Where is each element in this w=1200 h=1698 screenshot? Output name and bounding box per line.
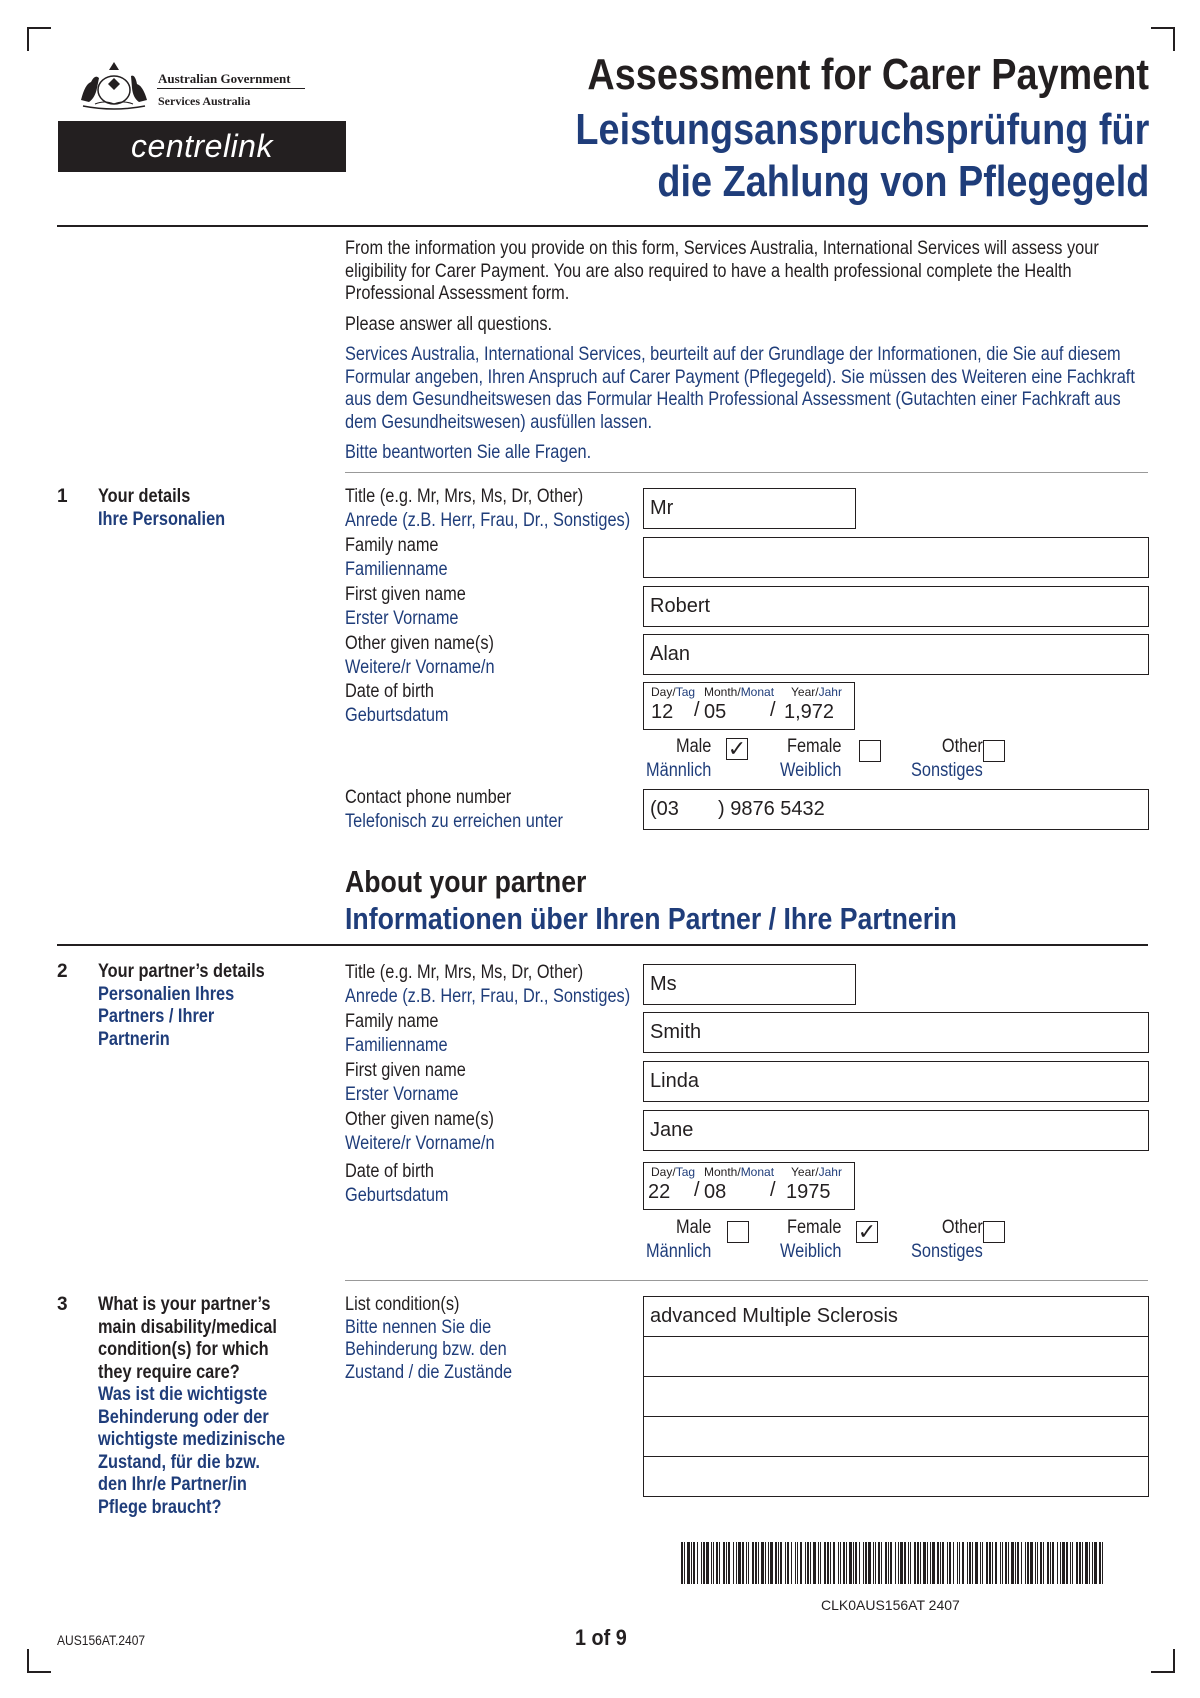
condition-line-1[interactable]: advanced Multiple Sclerosis [643,1296,1149,1337]
gov-name: Australian Government [158,71,291,86]
question-label: What is your partner’s main disability/medical condition(s) for which they require care? Was ist die wichtigste Behinderung oder der wichtigste medizinische Zustand, für die bzw. den Ihr/e Partner/in Pflege braucht? [98,1294,286,1518]
partner-dob-field[interactable]: Day/Tag Month/Monat Year/Jahr 22 / 08 / 1975 [643,1162,855,1210]
question-label-en: Your partner’s details [98,961,265,982]
field-label-dob: Date of birth Geburtsdatum [345,681,449,726]
question-label-en: Your details [98,486,191,507]
question-label [98,486,225,531]
partner-section-heading-de: Informationen über Ihren Partner / Ihre Partnerin [345,901,957,936]
field-label-other-names: Other given name(s) Weitere/r Vorname/n [345,1109,495,1154]
dob-year[interactable]: 1975 [786,1181,831,1203]
dob-year[interactable]: 1,972 [784,701,835,723]
barcode-icon [681,1542,1104,1584]
family-name-field[interactable] [643,537,1149,578]
crop-mark-top-right [1151,27,1175,51]
partner-gender-male-checkbox[interactable] [727,1221,749,1243]
condition-line-5[interactable] [643,1456,1149,1497]
gender-label-male: Male Männlich [646,1217,712,1262]
question-number: 2 [57,961,68,982]
question-number: 3 [57,1294,68,1315]
dob-month[interactable]: 05 [704,701,727,723]
gender-label-other: Other Sonstiges [911,736,983,781]
question-label-de-2: Partners / Ihrer [98,1006,215,1027]
intro-en-paragraph: From the information you provide on this form, Services Australia, International Services will assess your eligibility for Carer Payment. You are also required to have a health professional complete the Health Professional Assessment form. [345,238,1099,304]
header-rule [57,225,1148,227]
phone-field[interactable] [643,789,1149,830]
gender-label-other: Other Sonstiges [911,1217,983,1262]
partner-gender-female-checkbox[interactable]: ✓ [857,1219,877,1244]
crop-mark-bottom-left [27,1649,51,1673]
question-label-de-1: Personalien Ihres [98,983,235,1005]
section-divider-3 [345,1280,1148,1281]
gender-label-female: Female Weiblich [780,736,842,781]
form-code: AUS156AT.2407 [57,1632,146,1648]
gov-divider [157,88,305,89]
field-label-other-names: Other given name(s) Weitere/r Vorname/n [345,633,495,678]
question-number: 1 [57,486,68,507]
crop-mark-bottom-right [1151,1649,1175,1673]
dob-month[interactable]: 08 [704,1181,727,1203]
phone-area-code[interactable]: (03 [650,798,679,820]
intro-en-instruction: Please answer all questions. [345,314,553,335]
field-label-first-name: First given name Erster Vorname [345,584,466,629]
question-label-de: Ihre Personalien [98,508,226,530]
question-label-de-3: Partnerin [98,1028,170,1050]
dob-field[interactable]: Day/Tag Month/Monat Year/Jahr 12 / 05 / 1,972 [643,682,855,730]
field-label-dob: Date of birth Geburtsdatum [345,1161,449,1206]
phone-number[interactable]: ) 9876 5432 [718,798,825,820]
partner-first-name-field[interactable]: Linda [643,1061,1149,1102]
condition-line-2[interactable] [643,1336,1149,1377]
form-title-de-line2: die Zahlung von Pflegegeld [657,157,1149,206]
title-field[interactable]: Mr [643,488,856,529]
partner-family-name-field[interactable]: Smith [643,1012,1149,1053]
barcode-text: CLK0AUS156AT 2407 [821,1597,960,1613]
condition-line-4[interactable] [643,1416,1149,1457]
condition-line-3[interactable] [643,1376,1149,1417]
partner-section-heading-en: About your partner [345,864,587,899]
field-label-family-name: Family name Familienname [345,1011,448,1056]
form-title-en: Assessment for Carer Payment [587,50,1149,99]
intro-de-paragraph: Services Australia, International Services, beurteilt auf der Grundlage der Informationen, die Sie auf diesem Formular angeben, Ihren Anspruch auf Carer Payment (Pflegegeld). Sie müssen des Weiteren eine Fachkraft aus dem Gesundheitswesen das Formular Health Professional Assessment (Gutachten einer Fachkraft aus dem Gesundheitswesen) ausfüllen lassen. [345,344,1135,433]
gender-other-checkbox[interactable] [983,740,1005,762]
dob-day[interactable]: 12 [651,701,674,723]
question-label [98,961,265,1051]
form-title-de-line1: Leistungsanspruchsprüfung für [575,105,1149,154]
field-label-title: Title (e.g. Mr, Mrs, Ms, Dr, Other) Anrede (z.B. Herr, Frau, Dr., Sonstiges) [345,962,631,1007]
dob-day[interactable]: 22 [648,1181,671,1203]
crop-mark-top-left [27,27,51,51]
gender-label-female: Female Weiblich [780,1217,842,1262]
partner-gender-other-checkbox[interactable] [983,1221,1005,1243]
intro-de-instruction: Bitte beantworten Sie alle Fragen. [345,442,592,463]
gender-label-male: Male Männlich [646,736,712,781]
first-name-field[interactable]: Robert [643,586,1149,627]
field-label-title: Title (e.g. Mr, Mrs, Ms, Dr, Other) Anrede (z.B. Herr, Frau, Dr., Sonstiges) [345,486,631,531]
section-divider-1 [345,472,1148,473]
page-number: 1 of 9 [575,1625,627,1650]
partner-section-rule [57,944,1148,946]
partner-other-names-field[interactable]: Jane [643,1110,1149,1151]
gender-male-checkbox[interactable]: ✓ [727,736,747,761]
partner-title-field[interactable]: Ms [643,964,856,1005]
gender-female-checkbox[interactable] [859,740,881,762]
field-label-family-name: Family name Familienname [345,535,448,580]
centrelink-logo: centrelink [58,121,346,172]
form-title-de [575,104,1149,208]
field-label-conditions: List condition(s) Bitte nennen Sie die Behinderung bzw. den Zustand / die Zustände [345,1294,513,1383]
field-label-first-name: First given name Erster Vorname [345,1060,466,1105]
gov-agency: Services Australia [158,94,251,108]
government-crest-icon [75,56,153,112]
field-label-phone: Contact phone number Telefonisch zu erreichen unter [345,787,563,832]
other-names-field[interactable]: Alan [643,634,1149,675]
